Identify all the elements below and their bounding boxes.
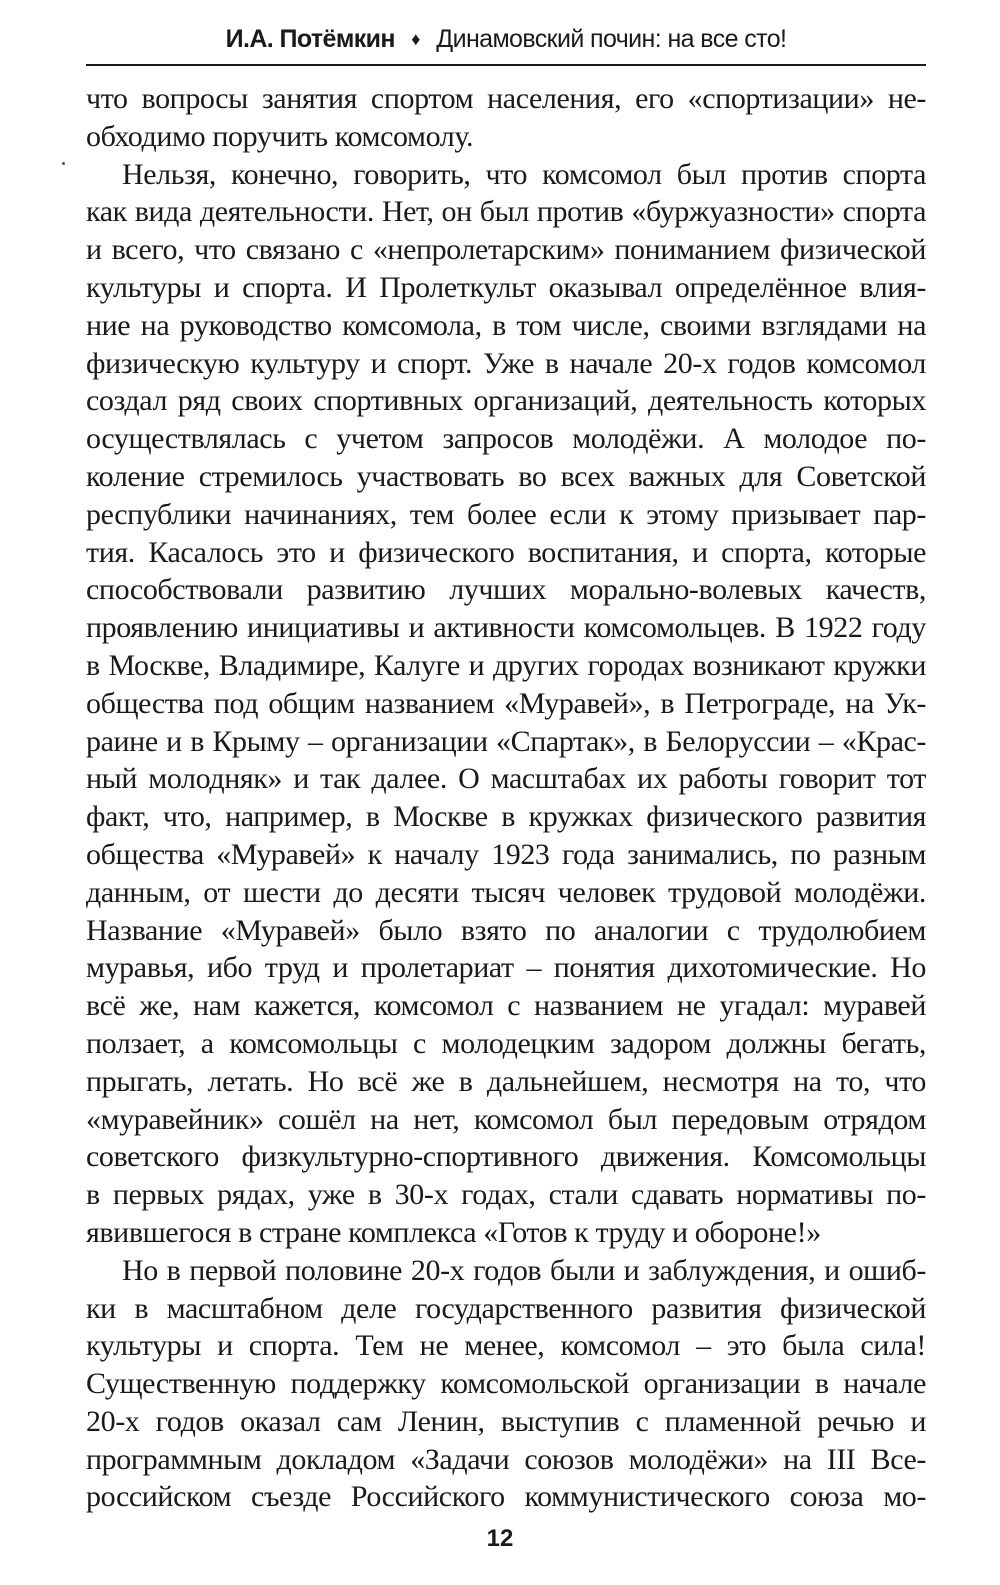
text-line: культуры и спорта. И Пролеткульт оказывал определённое влия-: [86, 270, 926, 304]
text-line: всё же, нам кажется, комсомол с названием не угадал: муравей: [86, 989, 926, 1023]
text-line: культуры и спорта. Тем не менее, комсомол – это была сила!: [86, 1329, 926, 1363]
text-line: осуществлялась с учетом запросов молодёжи. А молодое по-: [86, 422, 926, 456]
text-line: прыгать, летать. Но всё же в дальнейшем, несмотря на то, что: [86, 1064, 926, 1098]
running-head: [86, 22, 926, 56]
text-line: физическую культуру и спорт. Уже в начале 20-х годов комсомол: [86, 346, 926, 380]
text-line: Название «Муравей» было взято по аналогии с трудолюбием: [86, 913, 926, 947]
text-line: как вида деятельности. Нет, он был против «буржуазности» спорта: [86, 195, 926, 229]
text-line: тия. Касалось это и физического воспитания, и спорта, которые: [86, 535, 926, 569]
text-line: проявлению инициативы и активности комсомольцев. В 1922 году: [86, 611, 926, 645]
text-line: «муравейник» сошёл на нет, комсомол был передовым отрядом: [86, 1102, 926, 1136]
text-line: республики начинаниях, тем более если к этому призывает пар-: [86, 497, 926, 531]
header-author: И.А. Потёмкин: [225, 25, 395, 53]
text-line: советского физкультурно-спортивного движения. Комсомольцы: [86, 1140, 926, 1174]
header-rule: [86, 64, 926, 66]
text-line: и всего, что связано с «непролетарским» пониманием физической: [86, 233, 926, 267]
margin-dot: [62, 162, 65, 165]
text-line: программным докладом «Задачи союзов молодёжи» на III Все-: [86, 1442, 926, 1476]
text-line: общества «Муравей» к началу 1923 года занимались, по разным: [86, 837, 926, 871]
text-line: ползает, а комсомольцы с молодецким задором должны бегать,: [86, 1026, 926, 1060]
text-line: факт, что, например, в Москве в кружках физического развития: [86, 800, 926, 834]
text-line: общества под общим названием «Муравей», в Петрограде, на Ук-: [86, 686, 926, 720]
text-line: российском съезде Российского коммунистического союза мо-: [86, 1480, 926, 1514]
text-line: ный молодняк» и так далее. О масштабах их работы говорит тот: [86, 762, 926, 796]
diamond-separator-icon: ♦: [411, 29, 420, 49]
text-line: Но в первой половине 20-х годов были и заблуждения, и ошиб-: [122, 1253, 926, 1287]
text-line: явившегося в стране комплекса «Готов к труду и обороне!»: [86, 1215, 821, 1249]
page-body: [86, 80, 926, 1516]
page-number: 12: [486, 1525, 514, 1552]
text-line: создал ряд своих спортивных организаций, деятельность которых: [86, 384, 926, 418]
text-line: 20-х годов оказал сам Ленин, выступив с пламенной речью и: [86, 1404, 926, 1438]
text-line: способствовали развитию лучших морально-волевых качеств,: [86, 573, 926, 607]
text-line: Нельзя, конечно, говорить, что комсомол был против спорта: [122, 157, 926, 191]
text-line: что вопросы занятия спортом населения, его «спортизации» не-: [86, 82, 926, 115]
text-line: в первых рядах, уже в 30-х годах, стали сдавать нормативы по-: [86, 1178, 926, 1212]
text-line: в Москве, Владимире, Калуге и других городах возникают кружки: [86, 648, 926, 682]
text-line: муравья, ибо труд и пролетариат – понятия дихотомические. Но: [86, 951, 926, 985]
text-line: ние на руководство комсомола, в том числе, своими взглядами на: [86, 308, 926, 342]
header-book-title: Динамовский почин: на все сто!: [436, 25, 787, 53]
text-line: данным, от шести до десяти тысяч человек трудовой молодёжи.: [86, 875, 926, 909]
text-line: раине и в Крыму – организации «Спартак», в Белоруссии – «Крас-: [86, 724, 926, 758]
text-line: коление стремилось участвовать во всех важных для Советской: [86, 459, 926, 493]
text-line: ки в масштабном деле государственного развития физической: [86, 1291, 926, 1325]
text-line: обходимо поручить комсомолу.: [86, 119, 474, 153]
text-line: Существенную поддержку комсомольской организации в начале: [86, 1367, 926, 1401]
